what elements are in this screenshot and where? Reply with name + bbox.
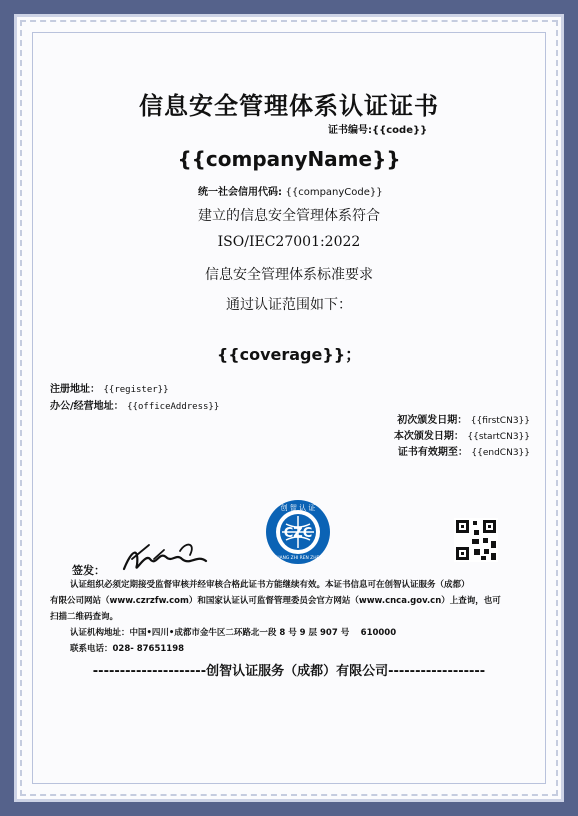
czc-logo <box>264 498 332 566</box>
certificate-paper <box>14 14 564 802</box>
office-address-value: {{officeAddress}} <box>127 402 220 412</box>
office-address-label: 办公/经营地址： <box>50 401 124 412</box>
issuer-footer: ---------------------创智认证服务（成都）有限公司------------------ <box>92 664 486 679</box>
notice-line-2: 有限公司网站（www.czrzfw.com）和国家认证认可监督管理委员会官方网站（www.cnca.gov.cn）上查询，也可 <box>50 596 501 606</box>
certificate-number-value: {{code}} <box>372 125 428 136</box>
first-issue-label: 初次颁发日期： <box>397 415 468 426</box>
signature-label: 签发： <box>72 564 105 577</box>
contact-phone: 联系电话：028- 87651198 <box>70 644 185 654</box>
first-issue-date <box>397 411 530 426</box>
first-issue-value: {{firstCN3}} <box>470 416 530 426</box>
logo-bottom-text: CHUANG ZHI REN ZHENG <box>270 556 326 561</box>
register-address-value: {{register}} <box>103 385 169 395</box>
credit-code <box>198 183 383 198</box>
this-issue-label: 本次颁发日期： <box>393 431 464 442</box>
logo-center-text: CZC <box>283 526 313 541</box>
statement-line-1: 建立的信息安全管理体系符合 <box>198 208 380 224</box>
statement-line-3: 信息安全管理体系标准要求 <box>205 267 373 283</box>
notice-line-1: 认证组织必须定期接受监督审核并经审核合格此证书方能继续有效。本证书信息可在创智认证服务（成都） <box>70 580 470 590</box>
credit-code-label: 统一社会信用代码: <box>198 187 282 198</box>
certificate-number <box>328 121 427 136</box>
organization-address: 认证机构地址：中国•四川•成都市金牛区二环路北一段 8 号 9 层 907 号 610000 <box>70 628 397 638</box>
certificate-title: 信息安全管理体系认证证书 <box>139 92 439 120</box>
register-address <box>50 380 169 395</box>
valid-until-date <box>398 443 530 458</box>
notice-block <box>50 577 534 625</box>
standard-line: ISO/IEC27001:2022 <box>217 234 361 250</box>
credit-code-value: {{companyCode}} <box>285 187 383 198</box>
valid-until-label: 证书有效期至： <box>397 447 468 458</box>
qr-code-icon <box>454 518 498 562</box>
logo-top-text: 创 智 认 证 <box>280 504 316 512</box>
this-issue-date <box>394 427 530 442</box>
office-address <box>50 397 219 412</box>
company-name: {{companyName}} <box>177 147 401 171</box>
valid-until-value: {{endCN3}} <box>471 448 530 458</box>
notice-line-3: 扫描二维码查询。 <box>50 612 119 622</box>
this-issue-value: {{startCN3}} <box>467 432 530 442</box>
register-address-label: 注册地址： <box>50 384 100 395</box>
coverage-scope: {{coverage}}； <box>216 345 362 364</box>
certificate-number-label: 证书编号: <box>328 125 372 136</box>
statement-line-4: 通过认证范围如下： <box>226 297 352 313</box>
